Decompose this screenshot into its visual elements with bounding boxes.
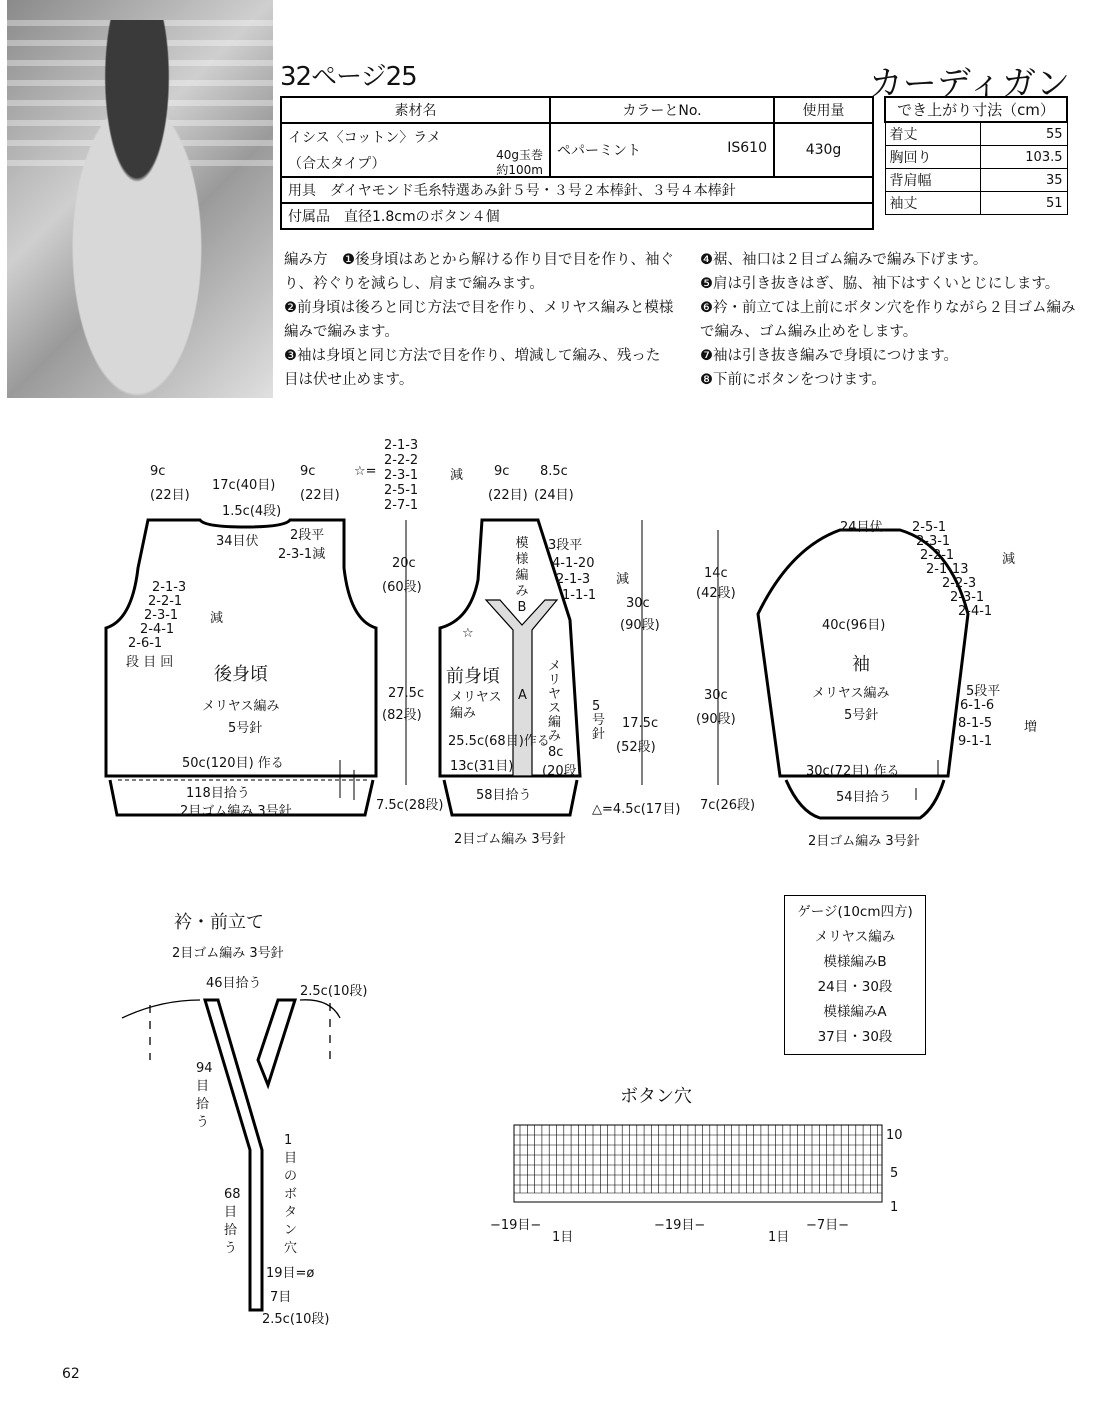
col-span: −19目− bbox=[654, 1218, 706, 1233]
size-label: 胸回り bbox=[885, 146, 980, 169]
front-h-low-rows: (52段) bbox=[616, 740, 656, 755]
back-dec-mark: 減 bbox=[210, 611, 224, 626]
sleeve-width: 40c(96目) bbox=[822, 618, 886, 633]
collar-band-right bbox=[258, 1000, 295, 1085]
front-dec: 1-1-1 bbox=[562, 588, 597, 603]
front-rows-flat: 3段平 bbox=[548, 538, 583, 553]
size-label: 背肩幅 bbox=[885, 169, 980, 192]
sleeve-bind: 24目伏 bbox=[840, 520, 883, 535]
page-ref: 32ページ25 bbox=[280, 62, 417, 92]
yarn-length: 約100m bbox=[496, 163, 543, 177]
back-pickup: 118目拾う bbox=[186, 786, 250, 801]
back-h-arm-rows: (60段) bbox=[382, 580, 422, 595]
instruction-step: ❽下前にボタンをつけます。 bbox=[700, 372, 886, 388]
sleeve-h-cap-rows: (42段) bbox=[696, 586, 736, 601]
collar-width-top: 2.5c(10段) bbox=[300, 984, 368, 999]
size-value: 35 bbox=[980, 169, 1067, 192]
size-label: 着丈 bbox=[885, 122, 980, 146]
collar-buttonhole-label: 1目のボタン穴 bbox=[284, 1133, 298, 1256]
tools-row: 用具 ダイヤモンド毛糸特選あみ針５号・３号２本棒針、３号４本棒針 bbox=[281, 177, 873, 203]
back-legend: 段 目 回 bbox=[126, 655, 174, 670]
gauge-line: 24目・30段 bbox=[817, 979, 893, 995]
page-number: 62 bbox=[62, 1366, 80, 1382]
buttonhole-grid-cols bbox=[514, 1125, 882, 1202]
front-dec: 4-1-20 bbox=[552, 556, 595, 571]
back-cast-on: 50c(120目) 作る bbox=[182, 756, 284, 771]
sleeve-inc: 6-1-6 bbox=[960, 698, 995, 713]
front-name: 前身頃 bbox=[446, 666, 500, 687]
instruction-step: ❼袖は引き抜き編みで身頃につけます。 bbox=[700, 348, 959, 364]
front-dec: 2-1-3 bbox=[556, 572, 591, 587]
row-label: 10 bbox=[886, 1128, 903, 1143]
collar-bottom-gap: 7目 bbox=[270, 1290, 292, 1305]
yarn-name: イシス〈コットン〉ラメ bbox=[288, 130, 441, 146]
sleeve-rib: 2目ゴム編み 3号針 bbox=[808, 834, 920, 849]
buttonhole-title: ボタン穴 bbox=[620, 1086, 692, 1107]
back-h-body: 27.5c bbox=[388, 686, 425, 701]
col-color: カラーとNo. bbox=[550, 97, 774, 123]
color-no: IS610 bbox=[727, 140, 767, 156]
instruction-step: ❷前身頃は後ろと同じ方法で目を作り、メリヤス編みと模様編みで編みます。 bbox=[284, 300, 674, 340]
instruction-step: ❻衿・前立ては上前にボタン穴を作りながら２目ゴム編みで編み、ゴム編み止めをします。 bbox=[700, 300, 1076, 340]
sleeve-cast-on: 30c(72目) 作る bbox=[806, 764, 900, 779]
front-dec-mark: 減 bbox=[616, 572, 630, 587]
sleeve-flat: 5段平 bbox=[966, 684, 1001, 699]
back-h-body-rows: (82段) bbox=[382, 708, 422, 723]
col-span: 1目 bbox=[768, 1230, 790, 1245]
star-step: 2-5-1 bbox=[384, 483, 419, 498]
sleeve-cap-dec: 2-2-3 bbox=[942, 576, 977, 591]
back-bind-off: 34目伏 bbox=[216, 534, 259, 549]
front-inner-rows: (20段) bbox=[542, 764, 582, 779]
star-step: 2-1-3 bbox=[384, 438, 419, 453]
star-dec-mark: 減 bbox=[450, 468, 464, 483]
back-rib: 2目ゴム編み 3号針 bbox=[180, 804, 292, 819]
back-arm-dec: 2-4-1 bbox=[140, 622, 175, 637]
back-needle: 5号針 bbox=[228, 721, 263, 736]
sleeve-dec-mark: 減 bbox=[1002, 552, 1016, 567]
front-stitch-right: メリヤス編み bbox=[548, 659, 562, 744]
front-h-top: 30c bbox=[626, 596, 650, 611]
front-inner-width: 13c(31目) bbox=[450, 759, 514, 774]
sleeve-h-cap: 14c bbox=[704, 566, 728, 581]
col-span: −7目− bbox=[806, 1218, 850, 1233]
sleeve-h-body-rows: (90段) bbox=[696, 712, 736, 727]
sleeve-h-rib: 7c(26段) bbox=[700, 798, 756, 813]
front-star: ☆ bbox=[462, 626, 474, 641]
back-name: 後身頃 bbox=[214, 664, 268, 685]
sleeve-pickup: 54目拾う bbox=[836, 790, 892, 805]
back-arm-dec: 2-1-3 bbox=[152, 580, 187, 595]
back-arm-dec: 2-2-1 bbox=[148, 594, 183, 609]
front-h-top-rows: (90段) bbox=[620, 618, 660, 633]
amount-cell: 430g bbox=[774, 123, 873, 177]
front-h-low: 17.5c bbox=[622, 716, 659, 731]
gauge-line: ゲージ(10cm四方) bbox=[797, 904, 913, 920]
row-label: 5 bbox=[890, 1166, 899, 1181]
front-pattern-b: 模様編みB bbox=[515, 536, 529, 615]
gauge-line: 模様編みA bbox=[823, 1004, 887, 1020]
instruction-step: ❹裾、袖口は２目ゴム編みで編み下げます。 bbox=[700, 252, 988, 268]
front-pattern-a: A bbox=[518, 688, 527, 703]
front-pickup: 58目拾う bbox=[476, 788, 532, 803]
front-rib: 2目ゴム編み 3号針 bbox=[454, 832, 566, 847]
front-side-stitches: (22目) bbox=[488, 488, 528, 503]
sleeve-needle: 5号針 bbox=[844, 708, 879, 723]
sleeve-inc-mark: 増 bbox=[1024, 720, 1038, 735]
back-arm-dec: 2-6-1 bbox=[128, 636, 163, 651]
instruction-step: 編み方 ❶後身頃はあとから解ける作り目で目を作り、袖ぐり、衿ぐりを減らし、肩まで編みます。 bbox=[284, 252, 674, 292]
collar-pickup-top: 46目拾う bbox=[206, 976, 262, 991]
sleeve-cap-dec: 2-3-1 bbox=[950, 590, 985, 605]
front-side-width: 9c bbox=[494, 464, 510, 479]
front-needle: 5号針 bbox=[592, 699, 606, 742]
back-arm-dec: 2-3-1 bbox=[144, 608, 179, 623]
col-material: 素材名 bbox=[281, 97, 550, 123]
front-stitches: (24目) bbox=[534, 488, 574, 503]
collar-pickup-lower: 68目拾う bbox=[224, 1187, 241, 1256]
sleeve-inc: 8-1-5 bbox=[958, 716, 993, 731]
front-stitch: メリヤス編み bbox=[450, 690, 502, 721]
instruction-step: ❸袖は身頃と同じ方法で目を作り、増減して編み、残った目は伏せ止めます。 bbox=[284, 348, 661, 388]
back-shoulder-flat: 2段平 bbox=[290, 528, 325, 543]
gauge-line: メリヤス編み bbox=[814, 929, 896, 945]
sleeve-cap-dec: 2-5-1 bbox=[912, 520, 947, 535]
back-stitch: メリヤス編み bbox=[202, 699, 280, 714]
instruction-step: ❺肩は引き抜きはぎ、脇、袖下はすくいとじにします。 bbox=[700, 276, 1060, 292]
sleeve-h-body: 30c bbox=[704, 688, 728, 703]
star-symbol: ☆= bbox=[354, 464, 377, 479]
sleeve-cap-dec: 2-1-13 bbox=[926, 562, 969, 577]
back-side-stitches-r: (22目) bbox=[300, 488, 340, 503]
sleeve-name: 袖 bbox=[852, 654, 870, 675]
gauge-line: 37目・30段 bbox=[817, 1029, 893, 1045]
gauge-box bbox=[784, 895, 926, 1055]
sleeve-cap-dec: 2-4-1 bbox=[958, 604, 993, 619]
back-side-width-r: 9c bbox=[300, 464, 316, 479]
back-shoulder-dec: 2-3-1減 bbox=[278, 547, 326, 562]
back-h-arm: 20c bbox=[392, 556, 416, 571]
back-h-rib: 7.5c(28段) bbox=[376, 798, 444, 813]
sleeve-cap-dec: 2-3-1 bbox=[916, 534, 951, 549]
star-step: 2-7-1 bbox=[384, 498, 419, 513]
sleeve-stitch: メリヤス編み bbox=[812, 686, 890, 701]
size-value: 51 bbox=[980, 192, 1067, 215]
star-step: 2-3-1 bbox=[384, 468, 419, 483]
back-neck-depth: 1.5c(4段) bbox=[222, 504, 282, 519]
front-inner-height: 8c bbox=[548, 745, 564, 760]
yarn-type: （合太タイプ） bbox=[288, 156, 386, 172]
row-label: 1 bbox=[890, 1200, 899, 1215]
sleeve-inc: 9-1-1 bbox=[958, 734, 993, 749]
collar-spacing: 19目=ø bbox=[266, 1266, 315, 1281]
item-title: カーディガン bbox=[868, 64, 1070, 104]
front-triangle-note: △=4.5c(17目) bbox=[592, 802, 681, 817]
color-name: ペパーミント bbox=[557, 143, 641, 159]
size-label: 袖丈 bbox=[885, 192, 980, 215]
col-span: 1目 bbox=[552, 1230, 574, 1245]
back-neck-width: 17c(40目) bbox=[212, 478, 276, 493]
collar-width-bottom: 2.5c(10段) bbox=[262, 1312, 330, 1327]
size-value: 103.5 bbox=[980, 146, 1067, 169]
collar-pickup-upper: 94目拾う bbox=[196, 1061, 213, 1130]
back-side-stitches: (22目) bbox=[150, 488, 190, 503]
back-side-width: 9c bbox=[150, 464, 166, 479]
gauge-line: 模様編みB bbox=[823, 954, 887, 970]
col-amount: 使用量 bbox=[774, 97, 873, 123]
front-width: 8.5c bbox=[540, 464, 568, 479]
front-cast-on: 25.5c(68目)作る bbox=[448, 734, 550, 749]
star-step: 2-2-2 bbox=[384, 453, 419, 468]
yarn-weight: 40g玉巻 bbox=[496, 148, 543, 162]
sleeve-cap-dec: 2-2-1 bbox=[920, 548, 955, 563]
collar-title: 衿・前立て bbox=[174, 912, 264, 933]
accessories-row: 付属品 直径1.8cmのボタン４個 bbox=[281, 203, 873, 229]
collar-band bbox=[205, 1000, 262, 1310]
size-title: でき上がり寸法（cm） bbox=[885, 97, 1067, 122]
col-span: −19目− bbox=[490, 1218, 542, 1233]
size-value: 55 bbox=[980, 122, 1067, 146]
collar-rib: 2目ゴム編み 3号針 bbox=[172, 946, 284, 961]
